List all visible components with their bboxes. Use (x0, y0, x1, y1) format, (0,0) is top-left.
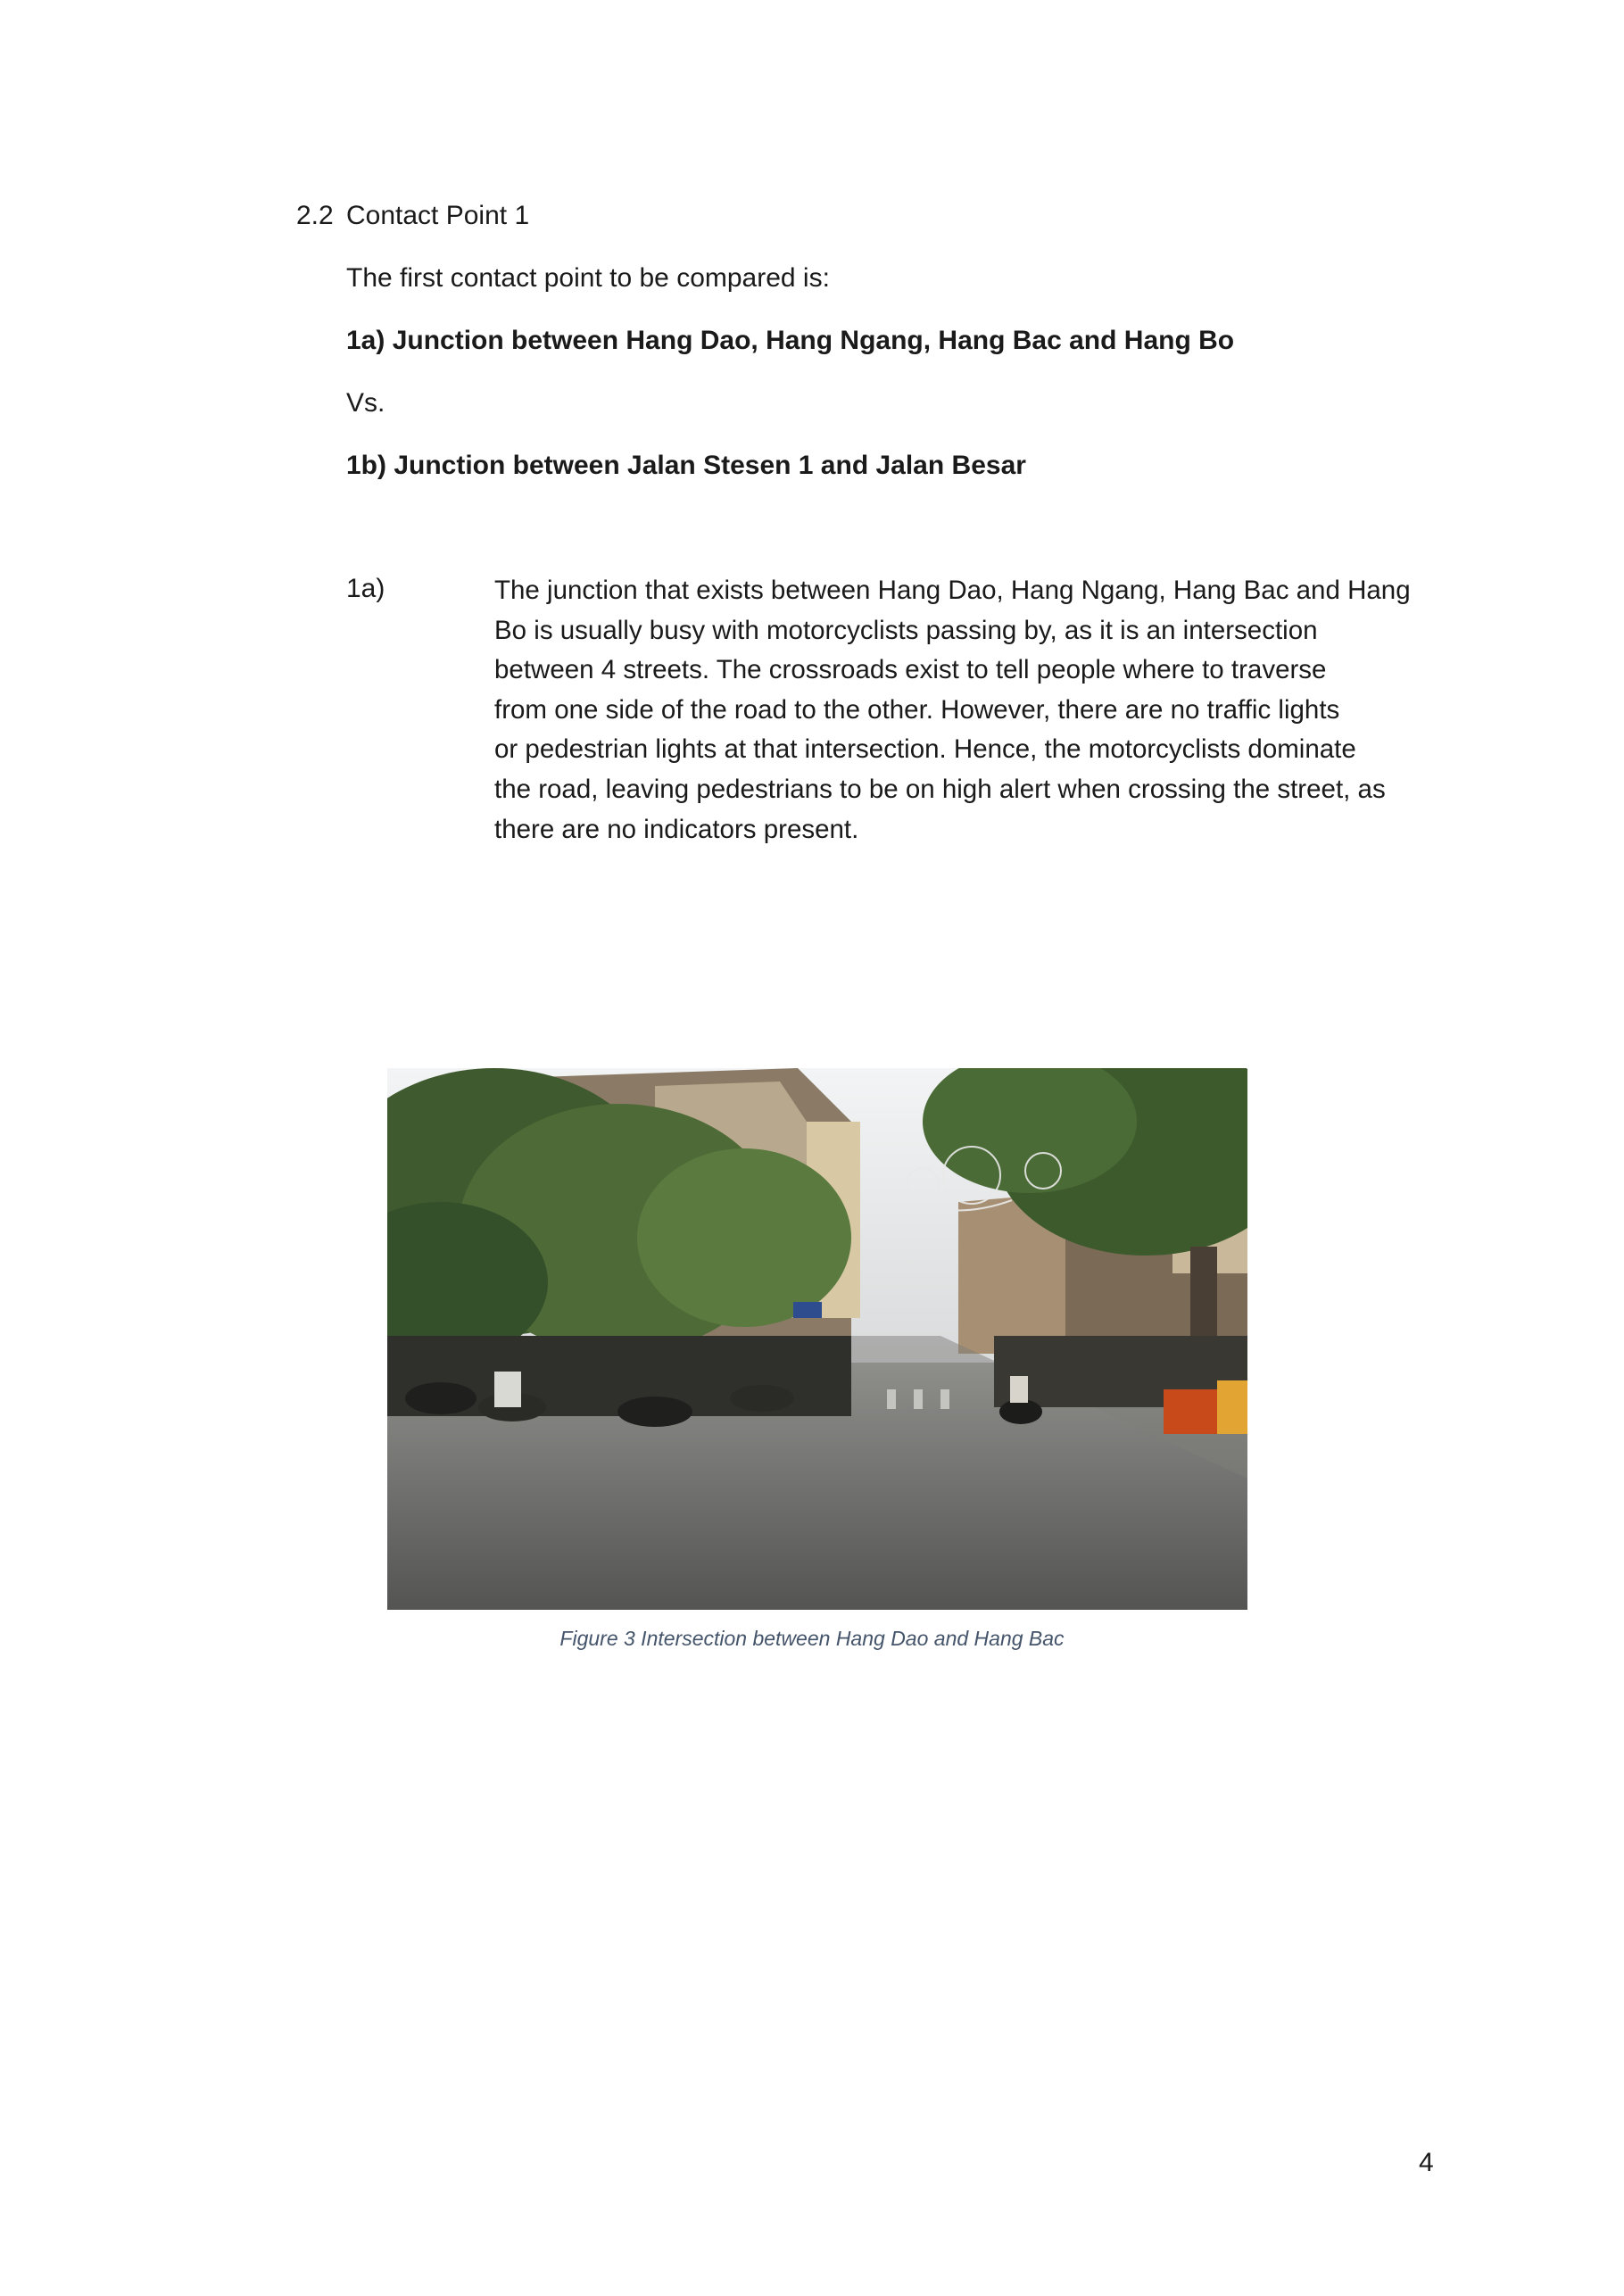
page-number: 4 (1419, 2148, 1434, 2177)
section-title: Contact Point 1 (346, 201, 530, 230)
section-number: 2.2 (296, 201, 334, 230)
intro-text: The first contact point to be compared is: (346, 263, 830, 293)
item-1a-title: 1a) Junction between Hang Dao, Hang Ngang, Hang Bac and Hang Bo (346, 326, 1235, 355)
paragraph-line: there are no indicators present. (494, 814, 859, 844)
paragraph-line: The junction that exists between Hang Dao, Hang Ngang, Hang Bac and Hang (494, 576, 1411, 605)
paragraph-1a (494, 571, 1449, 850)
paragraph-line: the road, leaving pedestrians to be on high alert when crossing the street, as (494, 774, 1386, 804)
item-1b-title: 1b) Junction between Jalan Stesen 1 and Jalan Besar (346, 451, 1026, 480)
street-photo (387, 1068, 1247, 1610)
section-heading (296, 198, 529, 234)
paragraph-line: from one side of the road to the other. However, there are no traffic lights (494, 694, 1340, 725)
figure-caption: Figure 3 Intersection between Hang Dao and Hang Bac (559, 1627, 1065, 1650)
paragraph-line: Bo is usually busy with motorcyclists passing by, as it is an intersection (494, 615, 1318, 645)
paragraph-label: 1a) (346, 574, 385, 603)
versus-text: Vs. (346, 388, 385, 418)
paragraph-line: or pedestrian lights at that intersection. Hence, the motorcyclists dominate (494, 734, 1356, 765)
paragraph-line: between 4 streets. The crossroads exist to tell people where to traverse (494, 655, 1327, 685)
